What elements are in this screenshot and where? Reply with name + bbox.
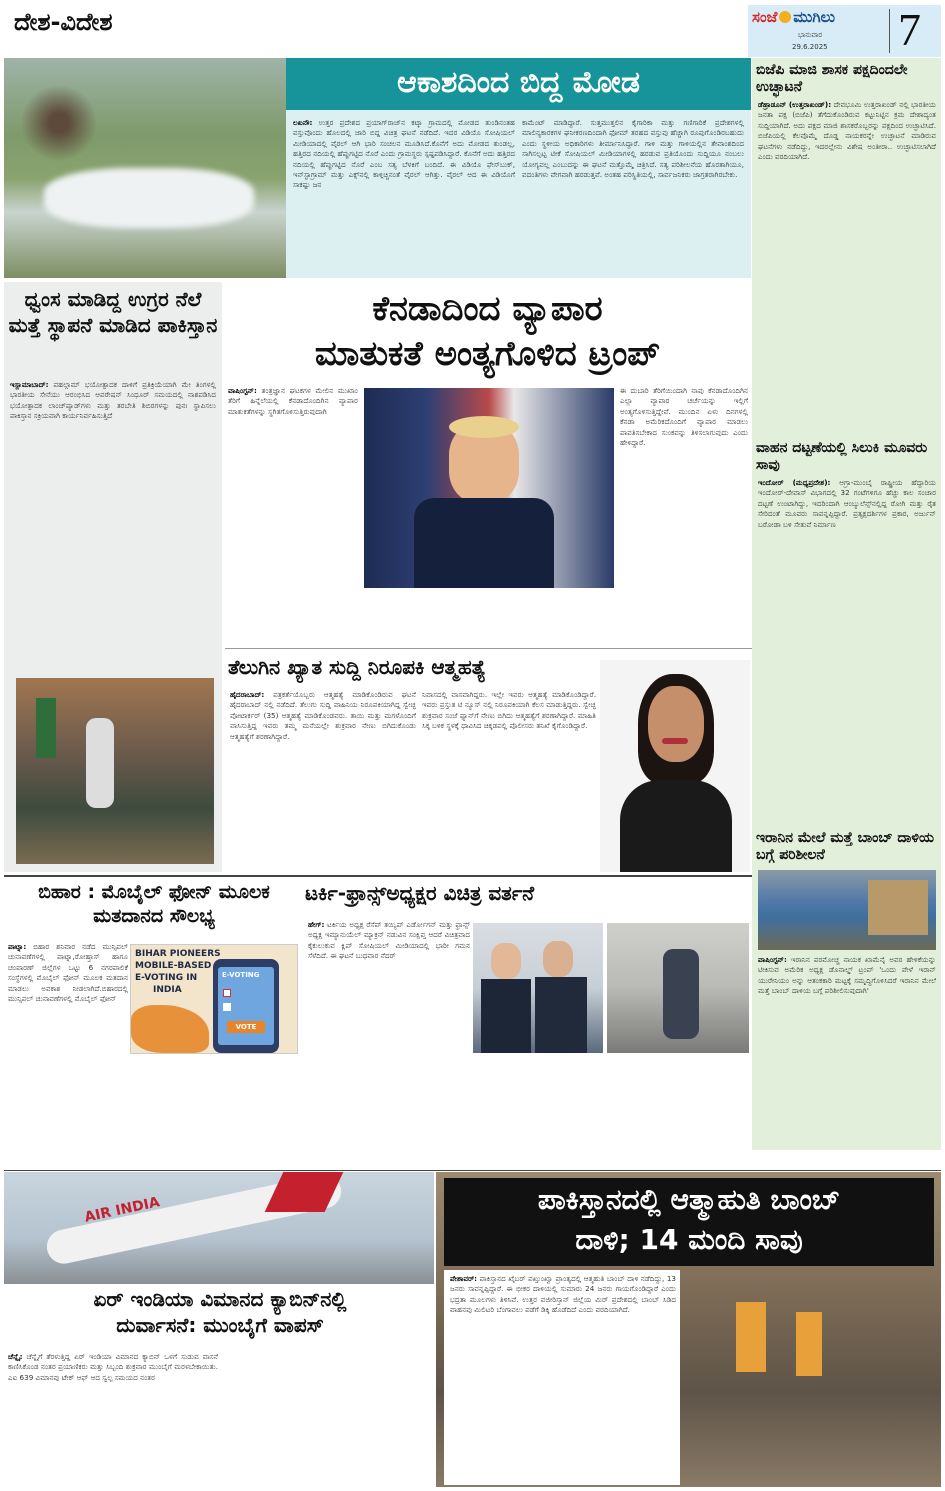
masthead [748, 5, 941, 57]
article-text: ಇರಾನಿನ ಪರಮೋಚ್ಚ ನಾಯಕ ಖಾಮೆನೈ ಅವರ ಹೇಳಿಕೆಯನ್ನು ಟೀಕಿಸುವ ಅಮೆರಿಕ ಅಧ್ಯಕ್ಷ ಡೊನಾಲ್ಡ್ ಟ್ರಂಪ್ 'ಒಂದು ವೇಳೆ ಇರಾನ್ ಯುರೇನಿಯಂ ಅನ್ನು ಆತಂಕಕಾರಿ ಮಟ್ಟಕ್ಕೆ ಸಮೃದ್ಧಿಗೊಳಿಸಿದರೆ ಇರಾನಿನ ಮೇಲೆ ಮತ್ತೆ ಬಾಂಬ್ ದಾಳಿಯ ಬಗ್ಗೆ ಪರಿಶೀಲಿಸುವುದಾಗಿ' [758, 955, 936, 996]
date: 29.6.2025 [792, 43, 828, 51]
masthead-name-right: ಮುಗಿಲು [793, 8, 836, 26]
cloud-photo [4, 58, 286, 278]
article-text: ಆಗ್ರಾ-ಮುಂಬೈ ರಾಷ್ಟ್ರೀಯ ಹೆದ್ದಾರಿಯ ಇಂದೋರ್-ದೇವಾಸ್ ವಿಭಾಗದಲ್ಲಿ 32 ಗಂಟೆಗಳಿಗೂ ಹೆಚ್ಚು ಕಾಲ ಸಂಚಾರ ದಟ್ಟಣೆ ಉಂಟಾಗಿದ್ದು, ಇದರಿಂದಾಗಿ ಆಂಬ್ಯುಲೆನ್ಸ್‌ನಲ್ಲಿದ್ದ ರೋಗಿ ಮತ್ತು ರೈತ ಸೇರಿದಂತೆ ಮೂವರು ಸಾವನ್ನಪ್ಪಿದ್ದಾರೆ. ಪ್ರತ್ಯಕ್ಷದರ್ಶಿಗಳ ಪ್ರಕಾರ, ಅರ್ಜುನ್ ಬರೋಡಾ ಬಳಿ ಸೇತುವೆ ನಿರ್ಮಾಣ [758, 478, 936, 529]
article-text: ಚೆನ್ನೈಗೆ ತೆರಳುತ್ತಿದ್ದ ಏರ್ ಇಂಡಿಯಾ ವಿಮಾನದ ಕ್ಯಾಬಿನ್ ಒಳಗೆ ಸುಡುವ ವಾಸನೆ ಕಾಣಿಸಿಕೊಂಡ ನಂತರ ಪ್ರಯಾಣಿಕರು ಮತ್ತು ಸಿಬ್ಬಂದಿ ಶುಕ್ರವಾರ ಮುಂಬೈಗೆ ಮರಳಬೇಕಾಯಿತು. ಎಐ 639 ವಿಮಾನವು ಟೇಕ್ ಆಫ್ ಆದ ಸ್ವಲ್ಪ ಸಮಯದ ನಂತರ [8, 1352, 218, 1382]
dateline: ಪಾಟ್ನಾ: [8, 942, 27, 951]
airindia-body-col2 [224, 1352, 434, 1487]
section-title: ದೇಶ-ವಿದೇಶ [14, 8, 113, 36]
article-text: ಟರ್ಕಿಯ ಅಧ್ಯಕ್ಷ ರೆಸೆಪ್ ತಯ್ಯಿಪ್ ಎರ್ಡೋಗನ್ ಮತ್ತು ಫ್ರಾನ್ಸ್ ಅಧ್ಯಕ್ಷ ಇಮ್ಯಾನುಯೆಲ್ ಮ್ಯಾಕ್ರನ್ ನಡುವಿನ ಸಂಕ್ಷಿಪ್ತ ಆದರೆ ವಿಚಿತ್ರವಾದ ಕೈಕುಲುಕುವ ಕ್ಲಿಪ್ ಸೋಷಿಯಲ್ ಮೀಡಿಯಾದಲ್ಲಿ ಭಾರೀ ಗಮನ ಸೆಳೆದಿದೆ. ಈ ಘಟನೆ ಬುಧವಾರ ನೆದರ್ [308, 920, 470, 961]
graphic-title-4: INDIA [153, 985, 182, 995]
checkbox-checked-icon [223, 989, 231, 997]
weekday: ಭಾನುವಾರ [798, 31, 823, 39]
anchor-body-col2 [422, 690, 596, 870]
trump-body-col1 [228, 386, 358, 644]
pak-terror-headline: ಧ್ವಂಸ ಮಾಡಿದ್ದ ಉಗ್ರರ ನೆಲೆ ಮತ್ತೆ ಸ್ಥಾಪನೆ ಮಾಡಿದ ಪಾಕಿಸ್ತಾನ [8, 287, 218, 337]
trump-photo [364, 388, 614, 588]
page-number: 7 [898, 4, 921, 55]
iran-headline: ಇರಾನಿನ ಮೇಲೆ ಮತ್ತೆ ಬಾಂಬ್ ದಾಳಿಯ ಬಗ್ಗೆ ಪರಿಶೀಲನೆ [756, 830, 934, 863]
india-map-icon [131, 1005, 209, 1053]
article-text: ಪಾಕಿಸ್ತಾನದ ಖೈಬರ್ ಪಖ್ತುಂಖ್ವಾ ಪ್ರಾಂತ್ಯದಲ್ಲಿ ಆತ್ಮಹುತಿ ಬಾಂಬ್ ದಾಳಿ ನಡೆದಿದ್ದು, 13 ಜನರು ಸಾವನ್ನಪ್ಪಿದ್ದಾರೆ. ಈ ಭೀಕರ ದಾಳಿಯಲ್ಲಿ ಸುಮಾರು 24 ಜನರು ಗಾಯಗೊಂಡಿದ್ದಾರೆ ಎಂದು ಭದ್ರತಾ ಮೂಲಗಳು ತಿಳಿಸಿವೆ. ಉತ್ತರ ವಜೀರಿಸ್ತಾನ್ ಜಿಲ್ಲೆಯ ಮಿರ್ ಪ್ರದೇಶದಲ್ಲಿ ಬಾಂಬ್ ಸಿಡಿದ ವಾಹನವು ಮಿಲಿಟರಿ ಬೆಂಗಾವಲು ಪಡೆಗೆ ಡಿಕ್ಕಿ ಹೊಡೆದಿದೆ ಎಂದು ವರದಿಯಾಗಿದೆ. [450, 1274, 676, 1315]
turkey-headline: ಟರ್ಕಿ-ಫ್ರಾನ್ಸ್ಅಧ್ಯಕ್ಷರ ವಿಚಿತ್ರ ವರ್ತನೆ [305, 881, 535, 905]
bihar-body [8, 942, 128, 1167]
dateline: ಹೈದರಾಬಾದ್: [230, 690, 265, 699]
graphic-title-2: MOBILE-BASED [135, 961, 212, 971]
pak-bomb-headline-line2: ದಾಳಿ; 14 ಮಂದಿ ಸಾವು [575, 1223, 803, 1256]
cloud-body-col2 [522, 118, 744, 273]
dateline: ಡೆಹ್ರಾಡೂನ್ (ಉತ್ತರಾಖಂಡ್): [758, 100, 832, 109]
dateline: ಹೇಗ್: [308, 920, 325, 929]
graphic-screen-label: E-VOTING [222, 971, 260, 979]
vehicle-body [758, 478, 936, 823]
air-india-logo-text: AIR INDIA [83, 1194, 162, 1226]
bjp-body [758, 100, 936, 430]
dateline: ಇಸ್ಲಾಮಾಬಾದ್: [10, 380, 49, 389]
cloud-headline: ಆಕಾಶದಿಂದ ಬಿದ್ದ ಮೋಡ [397, 65, 640, 100]
airindia-body-col1 [8, 1352, 218, 1487]
pak-bomb-body [450, 1274, 676, 1484]
trump-headline-line1: ಕೆನಡಾದಿಂದ ವ್ಯಾಪಾರ [372, 289, 603, 329]
article-text: ಕಾಮೆಂಟ್ ಮಾಡಿದ್ದಾರೆ. ಸುತ್ತಮುತ್ತಲಿನ ಕೈಗಾರಿಕಾ ಮತ್ತು ಗಣಿಗಾರಿಕೆ ಪ್ರದೇಶಗಳಲ್ಲಿ ಮಾಲಿನ್ಯಕಾರಕಗಳ ಘನೀಕರಣದಿಂದಾಗಿ ಫೋಮ್ ತರಹದ ವಸ್ತುವು ಹೆಚ್ಚಾಗಿ ರೂಪುಗೊಂಡಿರಬಹುದು ಎಂದು ಸ್ಥಳೀಯ ಅಧಿಕಾರಿಗಳು ತೀರ್ಮಾನಿಸಿದ್ದಾರೆ. ಗಾಳಿ ಮತ್ತು ಗಾಳಿಯಲ್ಲಿನ ತೇವಾಂಶದಿಂದ ಸಾಗಿಸಲ್ಪಟ್ಟ ಟೀಕೆ ಸೋಷಿಯಲ್ ಮೀಡಿಯಾಗಳಲ್ಲಿ ಹರಡುವ ಪ್ರತಿಯೊಂದು ಸುದ್ದಿಯೂ ನಂಬಲು ಯೋಗ್ಯವಲ್ಲ ಎಂಬುದನ್ನು ಈ ಘಟನೆ ಮತ್ತೊಮ್ಮೆ ಚಿತ್ರಿಸಿದೆ. ಸತ್ಯ ಪರಿಶೀಲನೆಯ ಹೊರತಾಗಿಯೂ, ವದಂತಿಗಳು ವೇಗವಾಗಿ ಹರಡುತ್ತವೆ. ಅಂತಹ ಪರಿಸ್ಥಿತಿಯಲ್ಲಿ, ಸಾರ್ವಜನಿಕರು ಜಾಗ್ರತರಾಗಿರಬೇಕು. [522, 118, 744, 180]
dateline: ಇಂದೋರ್ (ಮಧ್ಯಪ್ರದೇಶ): [758, 478, 831, 487]
phone-icon [213, 959, 279, 1053]
anchor-body-col1 [230, 690, 416, 870]
dateline: ವಾಷಿಂಗ್ಟನ್: [758, 955, 787, 964]
erdogan-macron-photo [473, 923, 603, 1053]
article-text: ನಿವಾಸದಲ್ಲಿ ವಾಸವಾಗಿದ್ದರು. ಇಲ್ಲೇ ಇವರು ಆತ್ಮಹತ್ಯೆ ಮಾಡಿಕೊಂಡಿದ್ದಾರೆ. ಇವರು ಪ್ರಸ್ತುತ ಟಿ ನ್ಯೂಸ್ ನಲ್ಲಿ ನಿರೂಪಕಿಯಾಗಿ ಕೆಲಸ ಮಾಡುತ್ತಿದ್ದರು. ಸ್ವೇಚ್ಛ ಶುಕ್ರವಾರ ಸಂಜೆ ಫ್ಯಾನ್‌ಗೆ ನೇಣು ಬಿಗಿದು ಆತ್ಮಹತ್ಯೆಗೆ ಶರಣಾಗಿದ್ದಾರೆ. ಮಾಹಿತಿ ಸಿಕ್ಕ ಬಳಿಕ ಸ್ಥಳಕ್ಕೆ ಧಾವಿಸಿದ ಚಿಕ್ಕಡಪಲ್ಲಿ ಪೊಲೀಸರು ತನಿಖೆ ಕೈಗೊಂಡಿದ್ದಾರೆ. [422, 690, 596, 731]
article-text: ಬಿಹಾರ ಶನಿವಾರ ನಡೆದ ಮುನ್ಸಿಪಲ್ ಚುನಾವಣೆಗಳಲ್ಲಿ ಪಾಟ್ನಾ,ರೋಹ್ತಾಸ್ ಹಾಗೂ ಚಂಪಾರಣ್ ಜಿಲ್ಲೆಗಳ ಒಟ್ಟು 6 ನಗರಪಾಲಿಕೆ ಸಂಸ್ಥೆಗಳಲ್ಲಿ ಮೊಬೈಲ್ ಫೋನ್ ಮೂಲಕ ಮತದಾನ ಮಾಡಲು ಅವಕಾಶ ನೀಡಲಾಗಿದೆ.ಬಿಹಾರದಲ್ಲಿ ಮುನ್ಸಿಪಲ್ ಚುನಾವಣೆಗಳಲ್ಲಿ ಮೊಬೈಲ್ ಫೋನ್ [8, 942, 128, 1004]
air-india-plane-photo [4, 1172, 434, 1284]
handshake-photo [607, 923, 749, 1053]
dateline: ಚೆನ್ನೈ: [8, 1352, 23, 1361]
bjp-headline: ಬಿಜೆಪಿ ಮಾಜಿ ಶಾಸಕ ಪಕ್ಷದಿಂದಲೇ ಉಚ್ಛಾಟನೆ [756, 62, 908, 95]
article-text: ಮುಂದಿನ ಏಳು ದಿನಗಳಲ್ಲಿ ಕೆನಡಾ ಅಮೆರಿಕದೊಂದಿಗೆ ವ್ಯಾಪಾರ ಮಾಡಲು ಪಾವತಿಸಬೇಕಾದ ಸುಂಕವನ್ನು ತಿಳಿಸಲಾಗುವುದು ಎಂದು ಹೇಳಿದ್ದಾರೆ. [620, 406, 748, 448]
sun-logo-icon [779, 11, 791, 23]
cloud-body-col1 [293, 118, 515, 273]
graphic-title-3: E-VOTING IN [135, 973, 198, 983]
masthead-name-left: ಸಂಜೆ [752, 8, 778, 26]
trump-body-col2 [620, 386, 748, 644]
article-text: ದೇವಭೂಮಿ ಉತ್ತರಾಖಂಡ್ ನಲ್ಲಿ ಭಾರತೀಯ ಜನತಾ ಪಕ್ಷ (ಬಿಜೆಪಿ) ತೆಗೆದುಕೊಂಡಿರುವ ಕಟ್ಟುನಿಟ್ಟಿನ ಕ್ರಮ ದೇಶಾದ್ಯಂತ ಸುದ್ದಿಯಾಗಿದೆ. ಅದು ಪಕ್ಷದ ಮಾಜಿ ಶಾಸಕರೊಬ್ಬರನ್ನು ಪಕ್ಷದಿಂದ ಉಚ್ಛಾಟಿಸಿದೆ. ಬಿಜೆಪಿಯಲ್ಲಿ ಕೆಲವೊಮ್ಮೆ ದೊಡ್ಡ ನಾಯಕರನ್ನೇ ಉಚ್ಛಾಟನೆ ಮಾಡಿರುವ ಘಟನೆಗಳು ನಡೆದಿದ್ದು, ಇದರಲ್ಲೇನು ವಿಶೇಷ ಅಂತೀರಾ.. ಉಚ್ಛಾಟಿಸಲಾಗಿದೆ ಎಂದು ವರದಿಯಾಗಿದೆ. [758, 100, 936, 162]
article-text: ಪತ್ರಕರ್ತೆಯೊಬ್ಬರು ಆತ್ಮಹತ್ಯೆ ಮಾಡಿಕೊಂಡಿರುವ ಘಟನೆ ಹೈದರಾಬಾದ್ ನಲ್ಲಿ ನಡೆದಿದೆ. ತೆಲುಗು ಸುದ್ದಿ ವಾಹಿನಿಯ ನಿರೂಪಕಿಯಾಗಿದ್ದ ಸ್ವೇಚ್ಛ ವೋಟಾರ್ಕರ್ (35) ಆತ್ಮಹತ್ಯೆ ಮಾಡಿಕೊಂಡವರು. ತಾಯಿ ಮತ್ತು ಮಗಳೊಂದಿಗೆ ವಾಸಿಸುತ್ತಿದ್ದ ಇವರು ತಮ್ಮ ಮನೆಯಲ್ಲೇ ಶುಕ್ರವಾರ ನೇಣು ಬಿಗಿದುಕೊಂಡು ಆತ್ಮಹತ್ಯೆಗೆ ಶರಣಾಗಿದ್ದಾರೆ. [230, 690, 416, 741]
vehicle-headline: ವಾಹನ ದಟ್ಟಣೆಯಲ್ಲಿ ಸಿಲುಕಿ ಮೂವರು ಸಾವು [756, 440, 928, 473]
bihar-headline: ಬಿಹಾರ : ಮೊಬೈಲ್ ಫೋನ್ ಮೂಲಕ ಮತದಾನದ ಸೌಲಭ್ಯ [38, 881, 270, 927]
anchor-headline: ತೆಲುಗಿನ ಖ್ಯಾತ ಸುದ್ದಿ ನಿರೂಪಕಿ ಆತ್ಮಹತ್ಯೆ [228, 655, 486, 679]
graphic-title-1: BIHAR PIONEERS [135, 949, 221, 959]
dateline: ಪೇಶಾವರ್: [450, 1274, 478, 1283]
iran-body [758, 955, 936, 1145]
article-text: ತಂತ್ರಜ್ಞಾನ ಘಟಕಗಳ ಮೇಲಿನ ಮುಖಾಂ ತೆರಿಗೆ ಹಿನ್ನೆಲೆಯಲ್ಲಿ ಕೆನಡಾದೊಂದಿಗಿನ ವ್ಯಾಪಾರ ಮಾತುಕತೆಗಳನ್ನು ಸ್ಥಗಿತಗೊಳಿಸುತ್ತಿರುವುದಾಗಿ [228, 386, 358, 416]
trucks-photo [758, 870, 936, 950]
dateline: ಲಖನೌ: [293, 118, 313, 127]
airindia-headline-line2: ದುರ್ವಾಸನೆ: ಮುಂಬೈಗೆ ವಾಪಸ್ [116, 1313, 324, 1337]
pak-terror-body [10, 380, 216, 670]
trump-headline-line2: ಮಾತುಕತೆ ಅಂತ್ಯಗೊಳಿದ ಟ್ರಂಪ್ [314, 334, 661, 374]
checkbox-icon [223, 1003, 231, 1011]
dateline: ವಾಷಿಂಗ್ಟನ್: [228, 386, 257, 395]
turkey-body-cont [473, 1058, 750, 1168]
article-text: ಉತ್ತರ ಪ್ರದೇಶದ ಪ್ರಯಾಗ್‌ರಾಜ್‌ನ ಕಟ್ಕಾ ಗ್ರಾಮದಲ್ಲಿ ಮೋಡದ ತುಂಡಿನಂತಹ ವಸ್ತುವೊಂದು ಹೊಲದಲ್ಲಿ ಜಾರಿ ಬಿದ್ದ ವಿಚಿತ್ರ ಘಟನೆ ನಡೆದಿದೆ. ಇದರ ವಿಡಿಯೊ ಸೋಷಿಯಲ್ ಮೀಡಿಯಾದಲ್ಲಿ ವೈರಲ್ ಆಗಿ ಭಾರಿ ಸಂಚಲನ ಮೂಡಿಸಿದೆ.ಕೊನೆಗೆ ಅದು ಮೋಡದ ತುಂಡಲ್ಲ, ಹತ್ತಿರದ ನದಿಯಲ್ಲಿ ಹೆಪ್ಪುಗಟ್ಟಿದ ನೊರೆ ಎಂದು ಗ್ರಾಮಸ್ಥರು ಸ್ಪಷ್ಟಪಡಿಸಿದ್ದಾರೆ. ಕೊನೆಗೆ ಅದು ಹತ್ತಿರದ ನದಿಯಲ್ಲಿ ಹೆಪ್ಪುಗಟ್ಟಿದ ನೊರೆ ಎಂಬ ಸತ್ಯ ಬೆಳಕಿಗೆ ಬಂದಿದೆ. ಈ ವಿಡಿಯೊ ಫೇಸ್‌ಬುಕ್, ಇನ್‌ಸ್ಟಾಗ್ರಾಮ್ ಮತ್ತು ಎಕ್ಸ್‌ನಲ್ಲಿ ಕಾಳ್ಗಿಚ್ಚಿನಂತೆ ವೈರಲ್ ಆಗಿತ್ತು. ವೈರಲ್ ಆದ ಈ ವಿಡಿಯೊಗೆ ಸಾಕಷ್ಟು ಜನ [293, 118, 515, 190]
article-text: ಪಹಲ್ಗಾಮ್ ಭಯೋತ್ಪಾದಕ ದಾಳಿಗೆ ಪ್ರತಿಕ್ರಿಯೆಯಾಗಿ ಮೇ ತಿಂಗಳಲ್ಲಿ ಭಾರತೀಯ ಸೇನೆಯು ಆರಂಭಿಸಿದ ಆಪರೇಷನ್ ಸಿಂಧೂರ್ ಸಮಯದಲ್ಲಿ ನಾಶಪಡಿಸಿದ ಭಯೋತ್ಪಾದಕ ಲಾಂಚ್‌ಪ್ಯಾಡ್‌ಗಳು ಮತ್ತು ತರಬೇತಿ ಶಿಬಿರಗಳನ್ನು ಪುನಃ ಸ್ಥಾಪಿಸಲು ಪಾಕಿಸ್ತಾನ ಸಕ್ರಿಯವಾಗಿ ಕಾರ್ಯನಿರ್ವಹಿಸುತ್ತಿದೆ [10, 380, 216, 421]
terrorists-photo [16, 678, 214, 864]
article-text: ಈ ದುಬಾರಿ ತೆರಿಗೆಯಿಂದಾಗಿ ನಾವು ಕೆನಡಾದೊಂದಿಗಿನ ಎಲ್ಲಾ ವ್ಯಾಪಾರ ಚರ್ಚೆಯನ್ನು ಇಲ್ಲಿಗೆ ಅಂತ್ಯಗೊಳಿಸುತ್ತಿದ್ದೇವೆ. [620, 386, 748, 416]
bihar-evoting-graphic [130, 944, 298, 1054]
bihar-body-cont [134, 1058, 298, 1168]
anchor-photo [600, 660, 750, 872]
pak-bomb-headline-line1: ಪಾಕಿಸ್ತಾನದಲ್ಲಿ ಆತ್ಮಾಹುತಿ ಬಾಂಬ್ [537, 1183, 841, 1216]
turkey-body [308, 920, 470, 1048]
airindia-headline-line1: ಏರ್ ಇಂಡಿಯಾ ವಿಮಾನದ ಕ್ಯಾಬಿನ್‌ನಲ್ಲಿ [93, 1287, 347, 1311]
vote-button-label: VOTE [227, 1021, 265, 1033]
